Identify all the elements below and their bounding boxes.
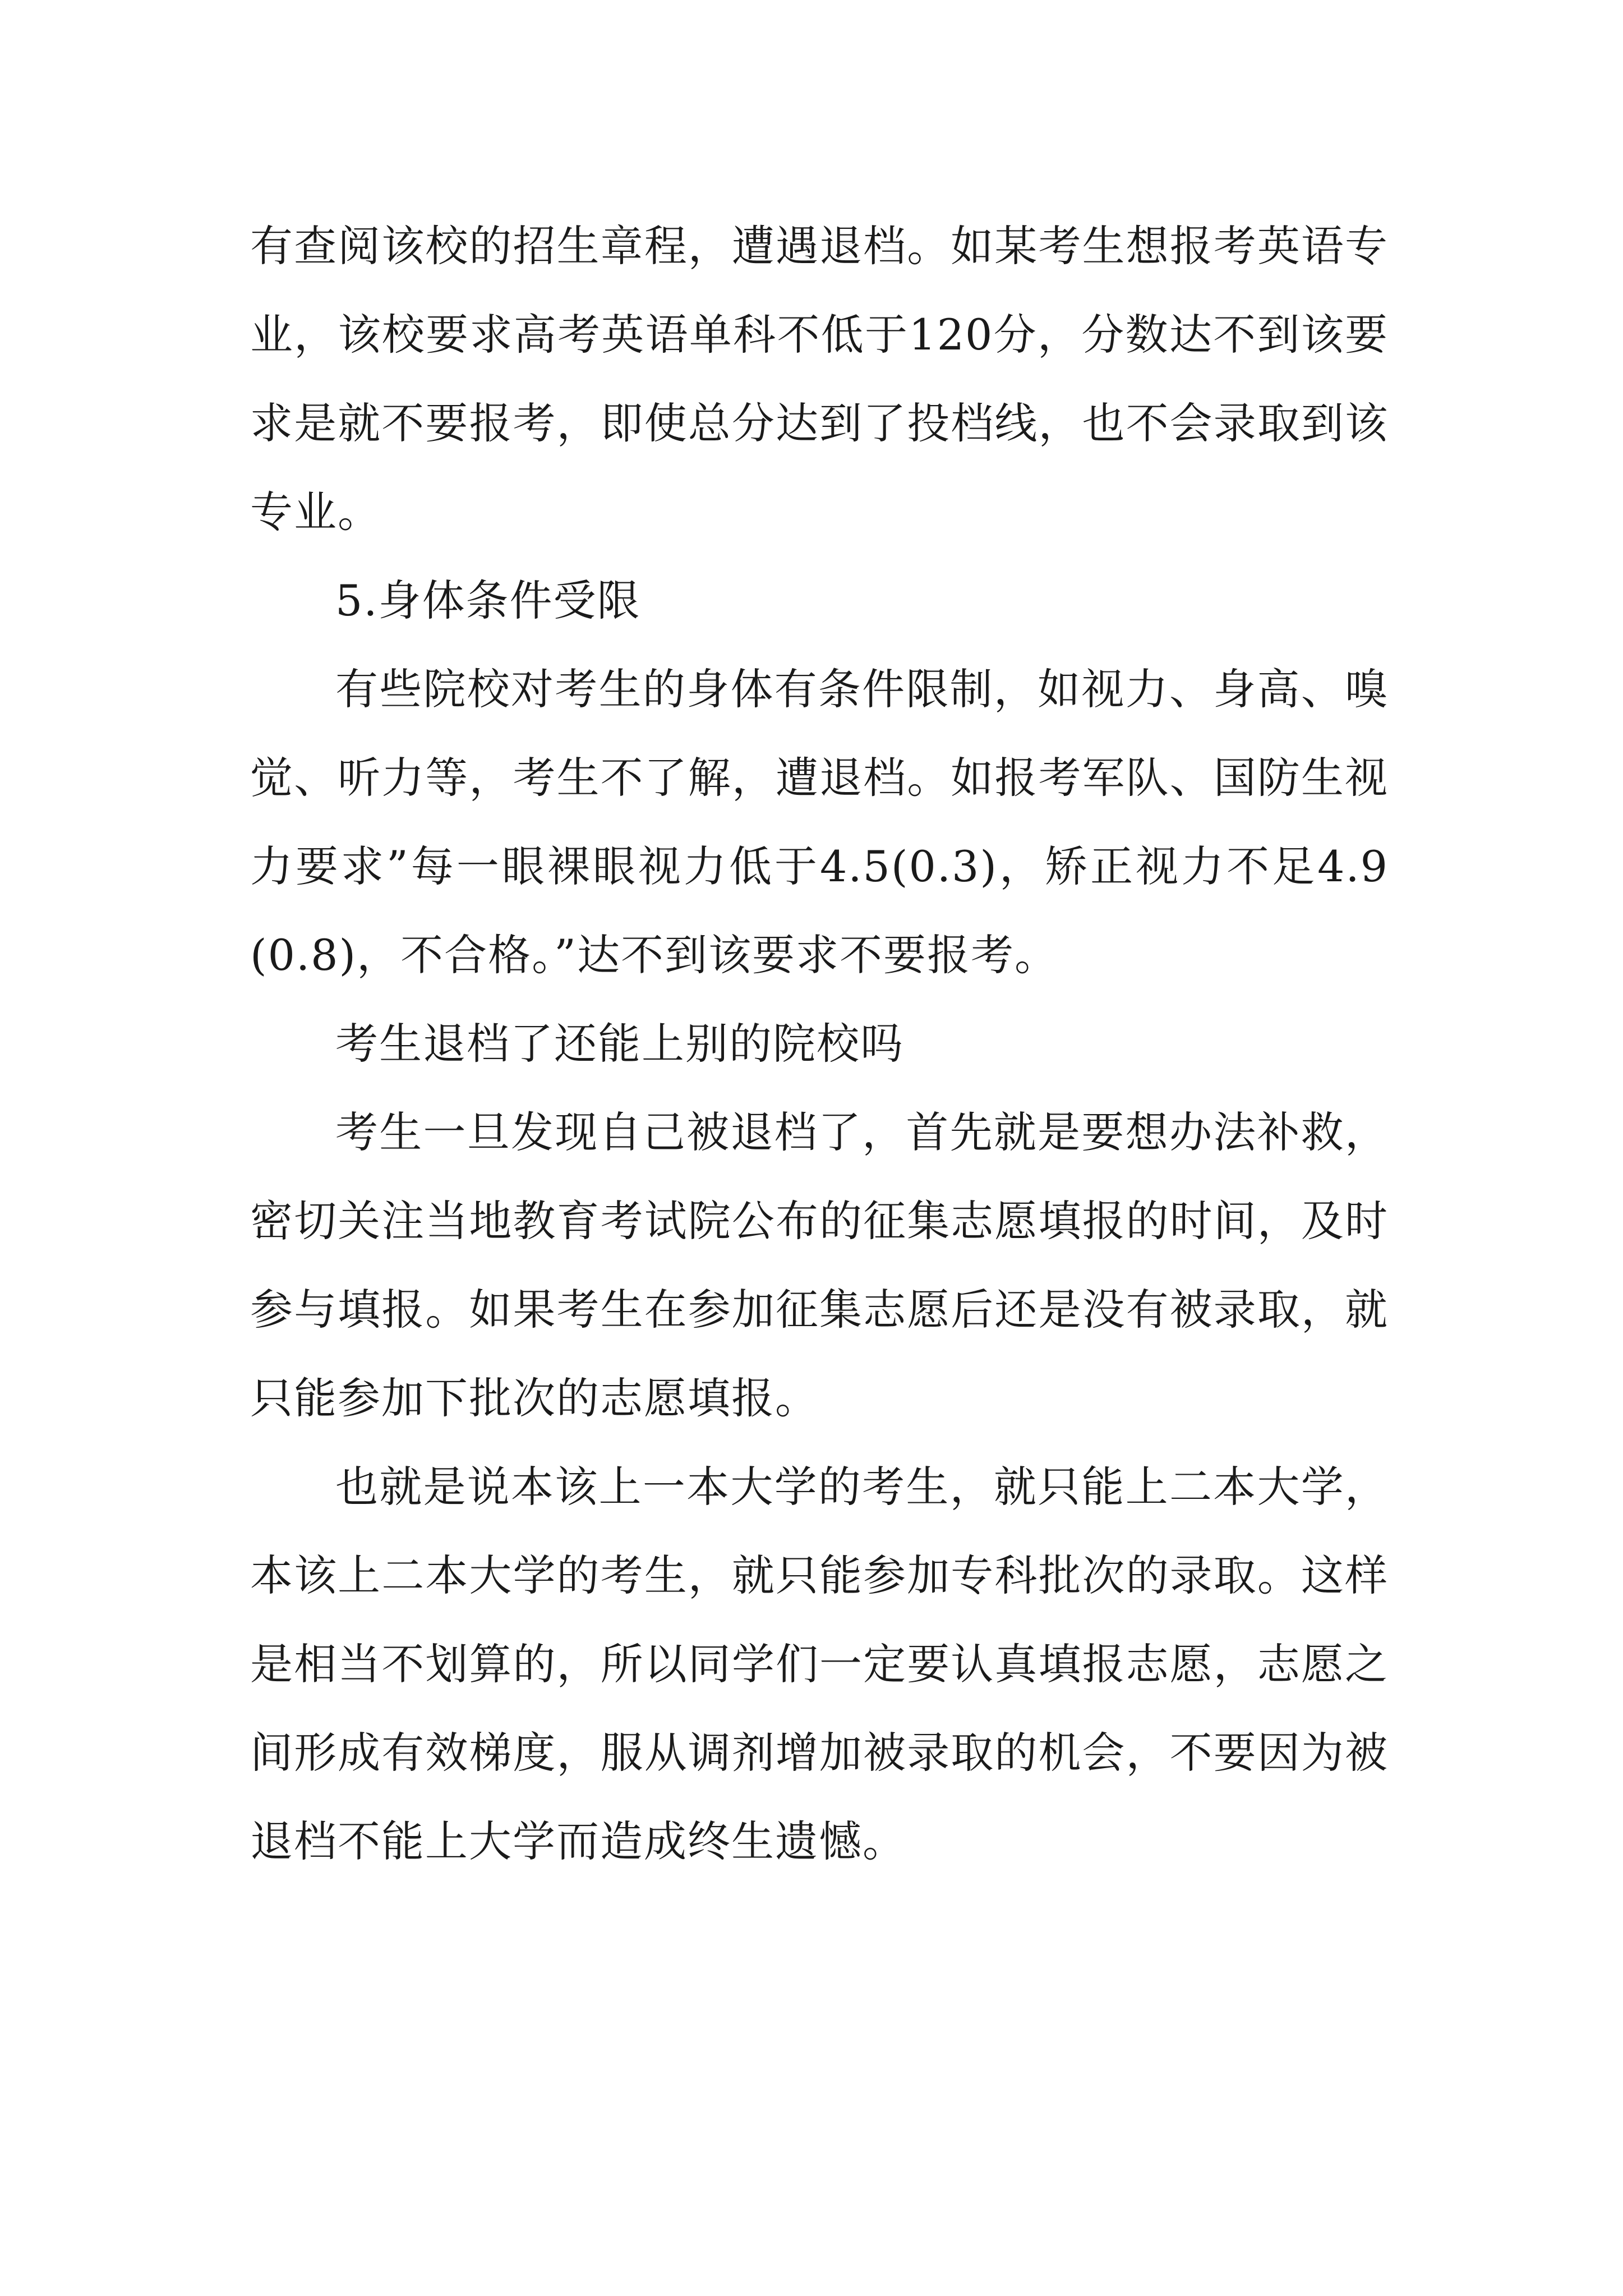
paragraph-1: 有查阅该校的招生章程，遭遇退档。如某考生想报考英语专业，该校要求高考英语单科不低于120分，分数达不到该要求是就不要报考，即使总分达到了投档线，也不会录取到该专业。 <box>250 221 1389 537</box>
paragraph-5: 考生一旦发现自己被退档了，首先就是要想办法补救，密切关注当地教育考试院公布的征集志愿填报的时间，及时参与填报。如果考生在参加征集志愿后还是没有被录取，就只能参加下批次的志愿填报。 <box>250 1107 1389 1423</box>
section-heading-after-rejection: 考生退档了还能上别的院校吗 <box>335 1019 904 1069</box>
document-body <box>250 202 1389 1886</box>
paragraph-3: 有些院校对考生的身体有条件限制，如视力、身高、嗅觉、听力等，考生不了解，遭退档。如报考军队、国防生视力要求”每一眼裸眼视力低于4.5(0.3)，矫正视力不足4.9(0.8)，不合格。”达不到该要求不要报考。 <box>250 664 1389 980</box>
paragraph-6: 也就是说本该上一本大学的考生，就只能上二本大学，本该上二本大学的考生，就只能参加专科批次的录取。这样是相当不划算的，所以同学们一定要认真填报志愿，志愿之间形成有效梯度，服从调剂增加被录取的机会，不要因为被退档不能上大学而造成终生遗憾。 <box>250 1462 1389 1866</box>
section-heading-physical-conditions: 5.身体条件受限 <box>335 576 641 625</box>
